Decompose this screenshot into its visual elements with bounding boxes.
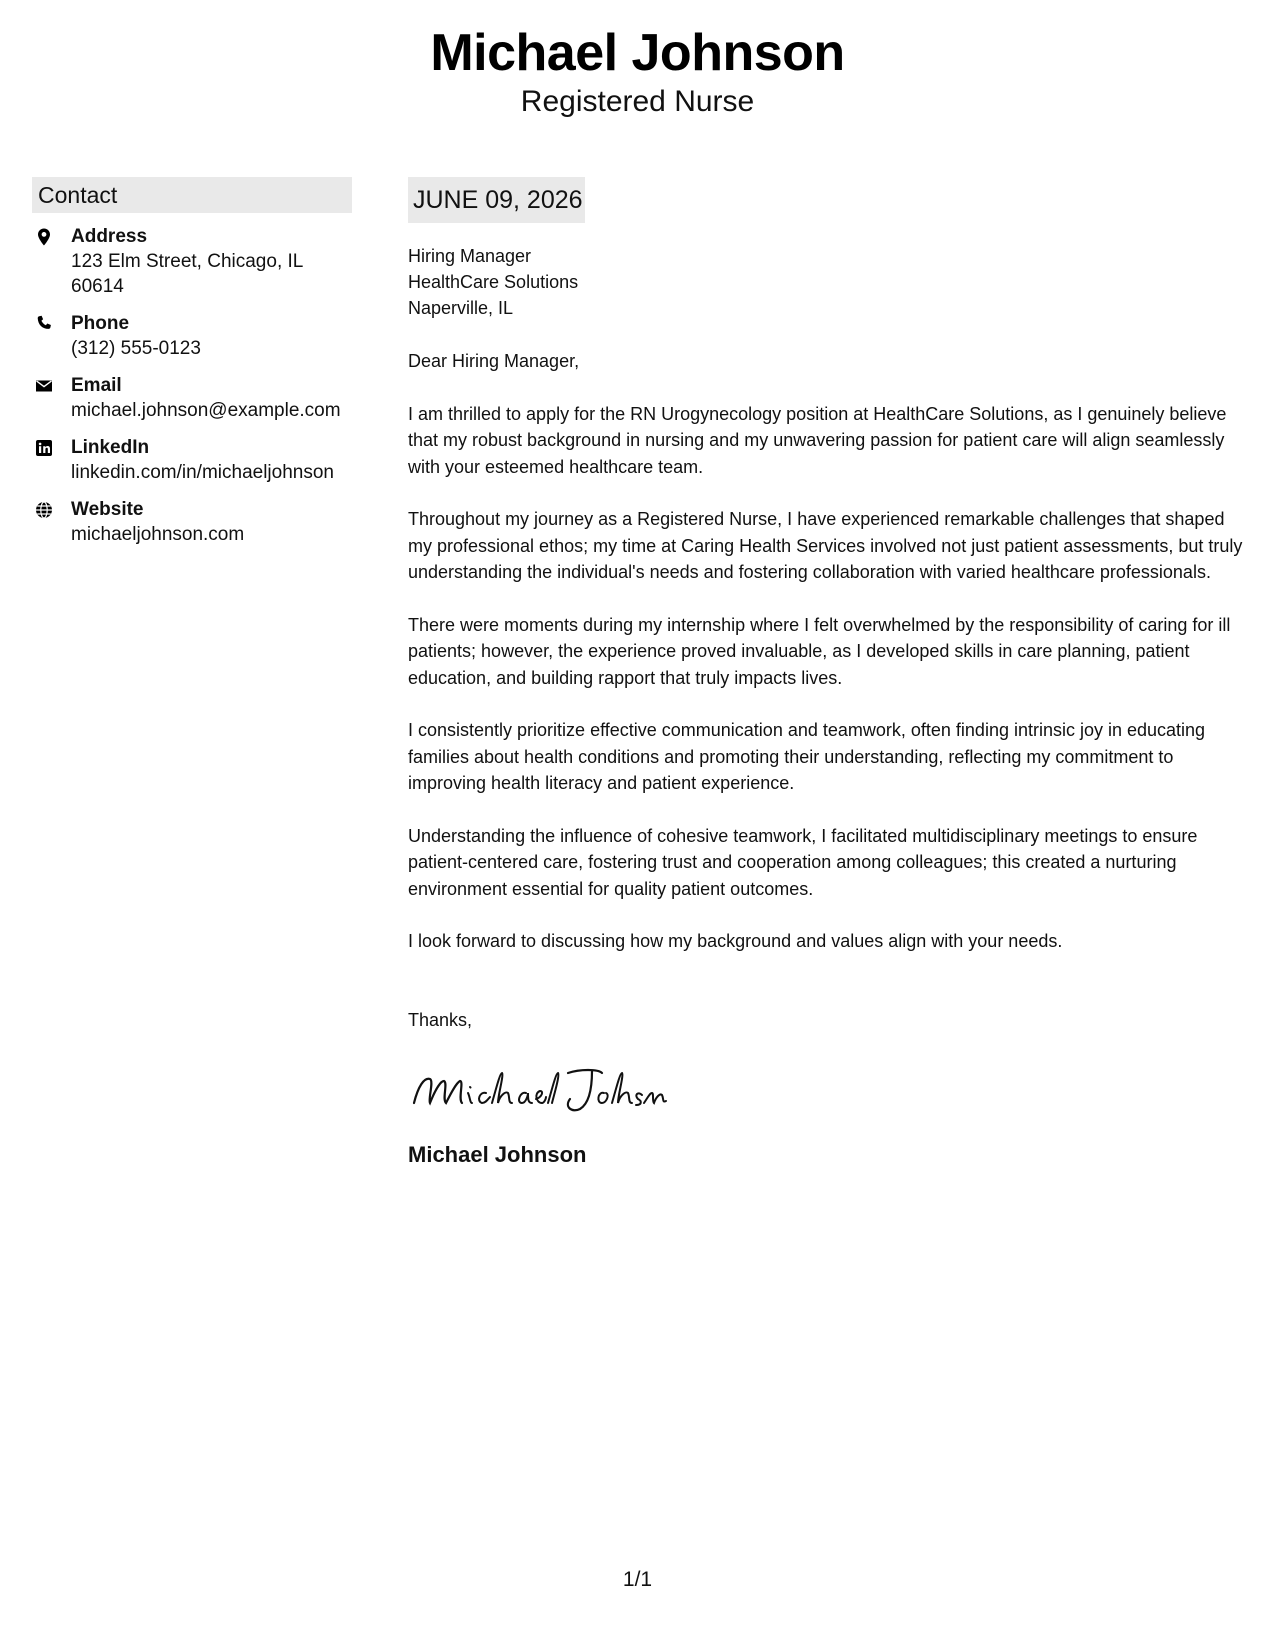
address-label: Address: [71, 226, 148, 247]
paragraph: Understanding the influence of cohesive teamwork, I facilitated multidisciplinary meetings to ensure patient-centered care, fostering trust and cooperation among colleagues; this created a nurturing environment essential for quality patient outcomes.: [408, 825, 1198, 899]
linkedin-icon: [34, 438, 54, 458]
paragraph: I consistently prioritize effective communication and teamwork, often finding intrinsic joy in educating families about health conditions and promoting their understanding, reflecting my commitment to improving health literacy and patient experience.: [408, 720, 1206, 793]
page-number: 1/1: [622, 1568, 653, 1591]
recipient-company: HealthCare Solutions: [408, 272, 579, 292]
map-pin-icon: [34, 227, 54, 247]
recipient-name: Hiring Manager: [408, 246, 532, 266]
contact-item-address: [32, 225, 352, 299]
email-label: Email: [71, 375, 122, 396]
letter-date: JUNE 09, 2026: [408, 177, 585, 223]
letter-body: [408, 177, 1248, 1169]
contact-sidebar: [32, 177, 352, 560]
paragraph: I am thrilled to apply for the RN Urogynecology position at HealthCare Solutions, as I genuinely believe that my robust background in nursing and my unwavering passion for patient care will align seamlessly with your esteemed healthcare team.: [408, 403, 1227, 477]
linkedin-value: linkedin.com/in/michaeljohnson: [71, 462, 334, 483]
job-title: Registered Nurse: [520, 85, 755, 118]
contact-item-linkedin: [32, 436, 352, 485]
signer-name: Michael Johnson: [408, 1142, 587, 1167]
salutation: Dear Hiring Manager,: [408, 351, 580, 371]
paragraph: There were moments during my internship where I felt overwhelmed by the responsibility of caring for ill patients; however, the experience proved invaluable, as I developed skills in care planning, patient education, and building rapport that truly impacts lives.: [408, 614, 1231, 688]
paragraph: Throughout my journey as a Registered Nurse, I have experienced remarkable challenges that shaped my professional ethos; my time at Caring Health Services involved not just patient assessments, but truly understanding the individual's needs and fostering collaboration with varied healthcare professionals.: [408, 509, 1243, 582]
phone-value: (312) 555-0123: [71, 338, 201, 359]
phone-icon: [34, 314, 54, 334]
address-value: 123 Elm Street, Chicago, IL 60614: [71, 251, 303, 297]
contact-item-phone: [32, 312, 352, 361]
contact-item-email: [32, 374, 352, 423]
applicant-name: Michael Johnson: [430, 24, 845, 82]
recipient-location: Naperville, IL: [408, 298, 514, 318]
recipient-block: [408, 243, 1248, 321]
paragraph: I look forward to discussing how my background and values align with your needs.: [408, 931, 1063, 951]
contact-item-website: [32, 498, 352, 547]
website-label: Website: [71, 499, 144, 520]
contact-list: [32, 225, 352, 547]
envelope-icon: [34, 376, 54, 396]
email-value: michael.johnson@example.com: [71, 400, 341, 421]
linkedin-label: LinkedIn: [71, 437, 150, 458]
handwritten-signature: [408, 1059, 668, 1119]
closing: Thanks,: [408, 1009, 473, 1030]
globe-icon: [34, 500, 54, 520]
header: [0, 22, 1275, 120]
website-value: michaeljohnson.com: [71, 524, 245, 545]
phone-label: Phone: [71, 313, 130, 334]
contact-heading: Contact: [32, 177, 352, 213]
